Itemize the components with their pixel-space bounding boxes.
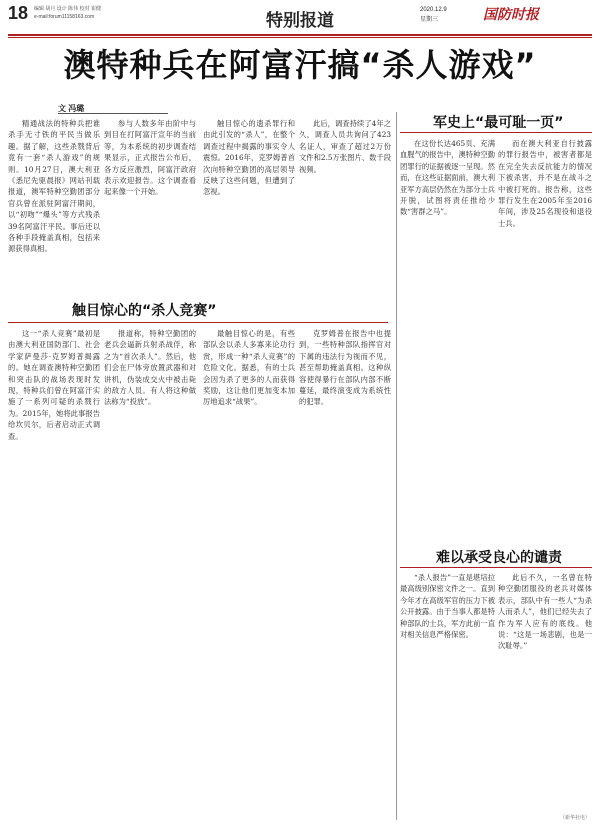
text-column: 此后，调查持续了4年之久，调查人员共询问了423名证人，审查了超过2万份文件和2.5万张图片、数千段视频。 [299, 119, 391, 174]
subheadline-rule [400, 567, 592, 568]
text-column: 此后不久，一名曾在特种空勤团服役的老兵对媒体表示，部队中有一些人“为杀人而杀人”，他们已经失去了作为军人应有的底线。他说：“这是一场悲剧，也是一次耻辱。” [498, 573, 592, 651]
date-block [420, 5, 447, 25]
byline: 文 冯璐 [58, 104, 85, 113]
email-line: e-mail:forum11158163.com [34, 14, 95, 20]
editors-credit [34, 5, 154, 21]
newspaper-logo: 国防时报 [483, 7, 539, 23]
source-note: （新华社电） [559, 815, 590, 821]
text-column: “杀人报告”一直是堪培拉最高级别保密文件之一。直到今年才在高级军官的压力下被公开披露。由于当事人都是特种部队的士兵，军方此前一直对相关信息严格保密。 [400, 573, 495, 640]
text-column: 这一“杀人竞赛”最初是由澳大利亚国防部门、社会学家萨曼莎·克罗姆普揭露的。她在调查澳特种空勤团和突击队的战场表现时发现，特种兵们曾在阿富汗实施了一系列可疑的杀戮行为。2015年，她将此事报告给坎贝尔，后者启动正式调查。 [8, 329, 100, 441]
text-column: 触目惊心的遗杀罪行和由此引发的“杀人”，在整个调查过程中揭露的事实令人震惊。2016年，克罗姆普首次向特种空勤团的高层领导反映了这些问题，但遭到了忽视。 [203, 119, 295, 197]
subheadline-killing-contest: 触目惊心的“杀人竞赛” [72, 303, 217, 319]
subheadline-rule [400, 132, 592, 133]
page-number: 18 [8, 3, 29, 23]
subheadline-military-history: 军史上“最可耻一页” [433, 115, 564, 131]
text-column: 而在澳大利亚自行披露的罪行报告中，被害者都是在完全失去反抗能力的情况下被杀害，并不是在战斗之中被打死的。报告称，这些罪行发生在2005年至2016年间，涉及25名现役和退役士兵。 [498, 139, 592, 228]
section-title: 特别报道 [266, 11, 334, 31]
article-headline: 澳特种兵在阿富汗搞“杀人游戏” [63, 46, 537, 84]
text-column: 克罗姆普在报告中也提到，一些特种部队指挥官对下属的违法行为视而不见，甚至帮助掩盖真相。这种纵容使得暴行在部队内部不断蔓延，最终演变成为系统性的犯罪。 [299, 329, 391, 407]
issue-date: 2020.12.9 [420, 7, 447, 13]
byline-rule [58, 113, 168, 114]
header-rule-thin [8, 37, 592, 38]
column-divider [396, 112, 397, 820]
text-column: 精通战法的特种兵把谁杀手无寸铁的平民当做乐趣。据了解，这些杀戮背后竟有一套“杀人游戏”的规则。10月27日，澳大利亚《悉尼先驱晨报》网站刊载报道，澳军特种空勤团部分官兵曾在派驻阿富汗期间，以“初吻”“爆头”等方式残杀39名阿富汗平民。事后还以各种手段掩盖真相，包括来源获得真相。 [8, 119, 100, 254]
subheadline-rule [8, 322, 388, 323]
header-rule [8, 34, 592, 36]
text-column: 最触目惊心的是，有些部队会以杀人多寡来论功行赏，形成一种“杀人竞赛”的危险文化。据悉，有的士兵会因为杀了更多的人而获得奖励，这让他们更加变本加厉地追求“战果”。 [203, 329, 295, 407]
editors-line: 编辑 胡月 设计 陈伟 校对 崔健 [34, 6, 101, 12]
text-column: 在这份长达465页、充满血腥气的报告中，澳特种空勤团罪行的证据被逐一呈现。然而，在这些证据面前，澳大利亚军方高层仍然在为部分士兵开脱，试图将责任推给少数“害群之马”。 [400, 139, 495, 217]
issue-weekday: 星期三 [420, 17, 439, 23]
subheadline-conscience: 难以承受良心的谴责 [436, 550, 562, 566]
text-column: 报道称，特种空勤团的老兵会逼新兵射杀战俘，称之为“首次杀人”。然后，他们会在尸体旁放置武器和对讲机，伪装成交火中被击毙的敌方人员。有人将这种做法称为“投放”。 [104, 329, 196, 407]
text-column: 参与人数多年由阶中与到目在打阿富汗宣年的当前等，为本系统的初步调查结果显示，正式报告公布后，各方反应激烈，阿富汗政府表示欢迎报告。这个调查看起来像一个开始。 [104, 119, 196, 197]
